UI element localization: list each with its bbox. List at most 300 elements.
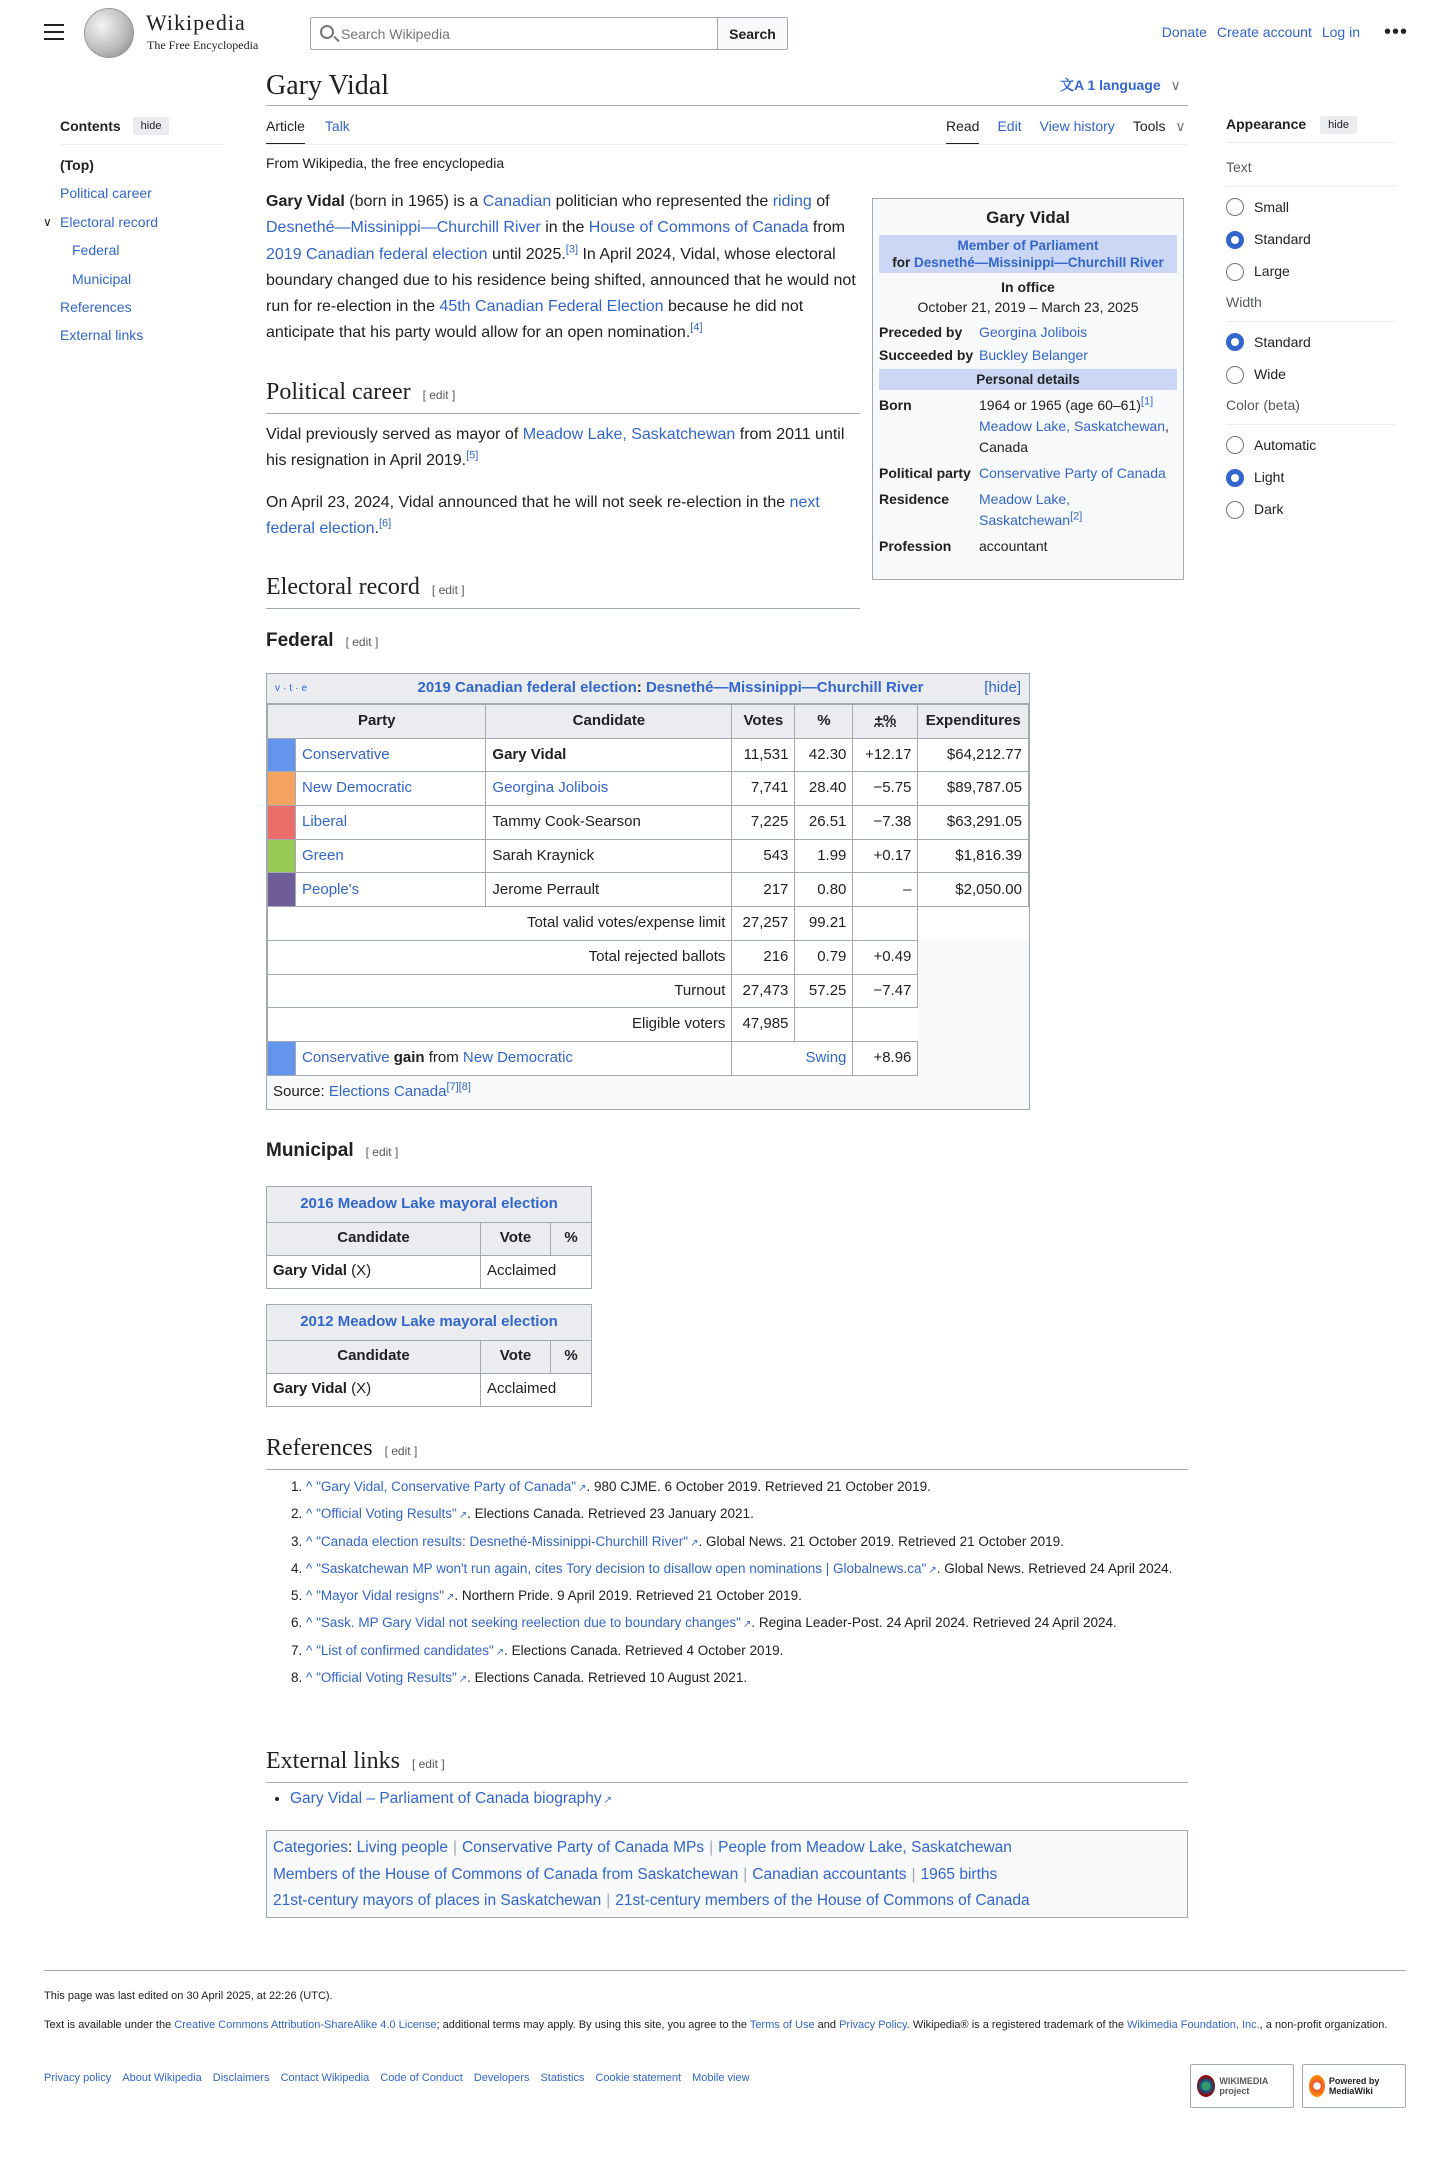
table-row: Gary Vidal (X) Acclaimed (267, 1373, 592, 1406)
radio-label: Standard (1254, 333, 1311, 350)
party-cell (296, 738, 486, 772)
votes-cell: 11,531 (732, 738, 795, 772)
category-separator: | (452, 1839, 457, 1856)
list-item (290, 1787, 612, 1810)
mediawiki-logo-icon (1309, 2075, 1325, 2097)
appearance-hide-button[interactable]: hide (1320, 116, 1357, 134)
backlink-caret[interactable]: ^ (306, 1533, 317, 1549)
link-canadian[interactable]: Canadian (482, 193, 552, 210)
reference-link[interactable]: "Sask. MP Gary Vidal not seeking reelection due to boundary changes" ↗ (316, 1615, 751, 1630)
radio-button[interactable] (1226, 198, 1244, 216)
table-row (268, 738, 1029, 772)
link-2019-election[interactable]: 2019 Canadian federal election (266, 245, 488, 263)
radio-button[interactable] (1226, 501, 1244, 519)
radio-label: Dark (1254, 501, 1284, 518)
radio-option-dark[interactable] (1226, 494, 1396, 526)
votes-cell: 27,473 (732, 974, 795, 1008)
radio-label: Large (1254, 263, 1290, 280)
create-account-link[interactable]: Create account (1216, 24, 1312, 40)
radio-button[interactable] (1226, 469, 1244, 487)
backlink-caret[interactable]: ^ (306, 1615, 317, 1631)
party-color-swatch (268, 806, 296, 840)
link-riding[interactable]: riding (772, 193, 812, 210)
license-text: Text is available under the Creative Commons Attribution-ShareAlike 4.0 License; additional terms may apply. By using this site, you agree to the Terms of Use and Privacy Policy. Wikipedia® is a registered trademark of the Wikimedia Foundation, Inc., a non-profit organization. (44, 2019, 1388, 2031)
party-color-swatch (268, 873, 296, 907)
edit-section-link[interactable]: [ edit ] (365, 1145, 399, 1159)
toc-header (60, 114, 228, 138)
reference-item (306, 1638, 1176, 1665)
main-menu-icon[interactable] (42, 20, 66, 44)
column-header: % (795, 705, 853, 739)
link-parliament-biography[interactable]: Gary Vidal – Parliament of Canada biography ↗ (290, 1790, 612, 1807)
candidate-name: Tammy Cook-Searson (492, 813, 641, 831)
search-button[interactable]: Search (717, 17, 788, 50)
link-meadow-lake[interactable]: Meadow Lake, Saskatchewan (522, 426, 736, 443)
table-header-row (268, 705, 1029, 739)
change-cell: – (853, 873, 918, 907)
radio-option-small[interactable] (1226, 191, 1396, 223)
more-options-icon[interactable]: ••• (1384, 21, 1409, 43)
reference-item (306, 1556, 1176, 1583)
pct-cell: 57.25 (795, 974, 853, 1008)
link-house-of-commons[interactable]: House of Commons of Canada (588, 219, 809, 237)
table-row: Gary Vidal (X) Acclaimed (267, 1255, 592, 1288)
totals-row (268, 940, 1029, 974)
federal-table-caption: v·t·e 2019 Canadian federal election: Desnethé—Missinippi—Churchill River [hide] (267, 674, 1029, 704)
category-link[interactable]: 21st-century mayors of places in Saskatchewan (273, 1892, 602, 1909)
category-link[interactable]: Living people (356, 1839, 448, 1856)
in-office-label: In office (1001, 278, 1055, 295)
totals-label: Eligible voters (268, 1008, 732, 1042)
page-title: Gary Vidal (266, 70, 389, 101)
federal-election-box (266, 673, 1030, 1110)
reference-item (306, 1529, 1176, 1556)
party-color-swatch (268, 772, 296, 806)
heading-references: References [ edit ] (266, 1432, 1188, 1470)
link-terms-of-use[interactable]: Terms of Use (749, 2019, 815, 2031)
column-header: Candidate (267, 1222, 481, 1255)
vte-links[interactable]: v·t·e (275, 683, 310, 694)
radio-option-standard[interactable] (1226, 326, 1396, 358)
radio-option-standard[interactable] (1226, 223, 1396, 255)
radio-option-automatic[interactable] (1226, 429, 1396, 461)
reference-details: . 980 CJME. 6 October 2019. Retrieved 21 October 2019. (586, 1479, 931, 1494)
radio-label: Automatic (1254, 436, 1317, 453)
exp-cell: $2,050.00 (918, 873, 1029, 907)
column-header: Expenditures (918, 705, 1029, 739)
change-cell: +0.17 (853, 839, 918, 873)
party-link[interactable]: Conservative (302, 745, 390, 763)
footer-link[interactable]: Mobile view (692, 2072, 750, 2084)
toc-title: Contents (60, 117, 121, 134)
user-links (1162, 22, 1360, 43)
reference-link[interactable]: "List of confirmed candidates" ↗ (316, 1643, 504, 1658)
edit-section-link[interactable]: [ edit ] (431, 583, 465, 597)
wikimedia-logo-icon (1197, 2075, 1215, 2097)
reference-details: . Regina Leader-Post. 24 April 2024. Retrieved 24 April 2024. (751, 1615, 1117, 1631)
color-label: Color (beta) (1226, 396, 1300, 413)
municipal-table-2016 (266, 1186, 592, 1289)
chevron-down-icon: ∨ (1170, 77, 1181, 93)
citation-6[interactable]: [6] (378, 517, 392, 530)
column-header: ±% (853, 705, 918, 739)
radio-label: Light (1254, 469, 1285, 486)
profession-row: Profession accountant (879, 537, 1048, 554)
references-list (296, 1474, 1176, 1692)
column-header: Candidate (486, 705, 732, 739)
candidate-cell (486, 772, 732, 806)
translate-icon: 文A (1060, 77, 1084, 93)
candidate-name: Gary Vidal (492, 745, 567, 763)
toc-divider (60, 144, 224, 145)
swing-cell (732, 1041, 853, 1075)
footer-link[interactable]: Privacy policy (44, 2072, 112, 2084)
categories-box: Categories: Living people | Conservative Party of Canada MPs | People from Meadow Lake, Saskatchewan Members of the House of Commons of Canada from Saskatchewan | Canadian accountants | 1965 births 21st-century mayors of places in Saskatchewan | 21st-century members of the House of Commons of Canada (266, 1830, 1188, 1918)
swing-link[interactable]: Swing (805, 1048, 847, 1066)
toc-item-top[interactable]: (Top) (60, 157, 94, 173)
title-divider (266, 105, 1188, 106)
footer-divider (44, 1970, 1406, 1971)
hide-table-button[interactable]: [hide] (984, 679, 1021, 697)
category-link[interactable]: 1965 births (920, 1865, 998, 1883)
wikipedia-tagline: The Free Encyclopedia (147, 38, 259, 52)
citation-2[interactable]: [2] (1070, 509, 1083, 522)
reference-details: . Elections Canada. Retrieved 23 January 2021. (467, 1506, 754, 1522)
pct-cell: 0.79 (795, 940, 853, 974)
search-input[interactable] (341, 22, 711, 46)
change-cell (853, 907, 918, 941)
toc-item-references[interactable]: References (60, 298, 132, 315)
gain-word: gain (389, 1048, 425, 1066)
party-link[interactable]: Liberal (302, 813, 348, 831)
toc-item-external-links[interactable]: External links (60, 327, 144, 344)
pct-cell: 26.51 (795, 806, 853, 840)
candidate-cell (486, 806, 732, 840)
exp-cell: $89,787.05 (918, 772, 1029, 806)
link-residence[interactable]: Meadow Lake, Saskatchewan (979, 490, 1071, 528)
gain-row (268, 1041, 1029, 1075)
candidate-cell (486, 873, 732, 907)
last-edited: This page was last edited on 30 April 2025, at 22:26 (UTC). (44, 1990, 333, 2002)
tab-edit[interactable]: Edit (997, 118, 1022, 134)
toc-item-municipal[interactable]: Municipal (72, 270, 132, 287)
radio-label: Wide (1254, 366, 1286, 383)
preceded-by-row: Preceded by Georgina Jolibois (879, 322, 1177, 343)
radio-option-light[interactable] (1226, 461, 1396, 493)
radio-option-wide[interactable] (1226, 359, 1396, 391)
exp-cell: $1,816.39 (918, 839, 1029, 873)
table-of-contents (43, 114, 228, 350)
link-next-federal-election[interactable]: next federal election (266, 494, 820, 538)
born-row: Born 1964 or 1965 (age 60–61)[1] Meadow Lake, Saskatchewan, Canada (879, 394, 1169, 455)
gain-from: from (424, 1048, 463, 1066)
category-link[interactable]: People from Meadow Lake, Saskatchewan (718, 1839, 1012, 1856)
party-link[interactable]: New Democratic (302, 779, 413, 797)
heading-electoral-record: Electoral record [ edit ] (266, 571, 860, 609)
party-link[interactable]: Conservative (302, 1048, 390, 1066)
radio-button[interactable] (1226, 333, 1244, 351)
party-row: Political party Conservative Party of Canada (879, 463, 1177, 484)
votes-cell: 7,225 (732, 806, 795, 840)
citation-3[interactable]: [3] (565, 243, 579, 256)
donate-link[interactable]: Donate (1161, 24, 1207, 40)
reference-link[interactable]: "Saskatchewan MP won't run again, cites Tory decision to disallow open nominations | Globalnews.ca" ↗ (316, 1561, 937, 1576)
footer-link[interactable]: Contact Wikipedia (280, 2072, 370, 2084)
lead-paragraph: Gary Vidal (born in 1965) is a Canadian politician who represented the riding of Desnethé—Missinippi—Churchill River in the House of Commons of Canada from 2019 Canadian federal election until 2025.[3] In April 2024, Vidal, whose electoral boundary changed due to his residence being shifted, announced that he would not run for re-election in the 45th Canadian Federal Election because he did not anticipate that his party would allow for an open nomination.[4] (266, 193, 856, 342)
heading-municipal: Municipal [ edit ] (266, 1140, 399, 1161)
votes-cell: 47,985 (732, 1008, 795, 1042)
infobox-office: Member of Parliament for Desnethé—Missinippi—Churchill River (879, 235, 1177, 273)
column-header: Party (268, 705, 486, 739)
appearance-header (1226, 114, 1396, 143)
table-row (268, 806, 1029, 840)
totals-label: Total valid votes/expense limit (268, 907, 732, 941)
pct-cell: 1.99 (795, 839, 853, 873)
pct-cell: 42.30 (795, 738, 853, 772)
link-2019-election-caption[interactable]: 2019 Canadian federal election (417, 679, 637, 697)
toc-hide-button[interactable]: hide (133, 117, 170, 135)
footer-link[interactable]: Cookie statement (595, 2072, 682, 2084)
column-header: Candidate (267, 1340, 481, 1373)
gain-cell (296, 1041, 732, 1075)
reference-item (306, 1610, 1176, 1637)
change-cell: +0.49 (853, 940, 918, 974)
change-cell: +12.17 (853, 738, 918, 772)
party-cell (296, 839, 486, 873)
search-box[interactable] (310, 17, 718, 50)
exp-cell: $63,291.05 (918, 806, 1029, 840)
backlink-caret[interactable]: ^ (306, 1642, 317, 1658)
appearance-panel (1226, 114, 1396, 526)
tab-talk[interactable]: Talk (324, 118, 350, 134)
backlink-caret[interactable]: ^ (306, 1560, 317, 1576)
table-row (268, 772, 1029, 806)
municipal-table-2012 (266, 1304, 592, 1407)
candidate-name[interactable]: Georgina Jolibois (492, 779, 609, 797)
reference-link[interactable]: "Official Voting Results" ↗ (316, 1506, 467, 1521)
color-section (1226, 395, 1396, 425)
municipal-caption[interactable]: 2016 Meadow Lake mayoral election (266, 1186, 592, 1222)
wikipedia-wordmark[interactable]: Wikipedia (146, 10, 246, 35)
party-cell (296, 806, 486, 840)
reference-details: . Elections Canada. Retrieved 4 October 2019. (504, 1642, 784, 1658)
column-header: Vote (481, 1340, 551, 1373)
votes-cell: 216 (732, 940, 795, 974)
radio-label: Standard (1254, 231, 1311, 248)
site-sub: From Wikipedia, the free encyclopedia (266, 155, 505, 171)
blank-cell (918, 940, 1029, 974)
totals-row (268, 1008, 1029, 1042)
width-section (1226, 292, 1396, 322)
search-icon (320, 25, 334, 39)
citation-5[interactable]: [5] (466, 449, 479, 462)
party-link[interactable]: New Democratic (462, 1048, 573, 1066)
tab-article[interactable]: Article (266, 116, 305, 145)
category-link[interactable]: Canadian accountants (752, 1865, 907, 1883)
text-size-label: Text (1226, 159, 1252, 175)
column-header: % (551, 1222, 592, 1255)
pct-cell: 99.21 (795, 907, 853, 941)
link-45th-election[interactable]: 45th Canadian Federal Election (439, 298, 664, 316)
radio-label: Small (1254, 198, 1290, 215)
toc-item-electoral-record[interactable]: ∨ Electoral record (60, 208, 228, 236)
reference-details: . Elections Canada. Retrieved 10 August 2021. (467, 1670, 748, 1686)
footer-link[interactable]: Disclaimers (212, 2072, 270, 2084)
change-cell: −7.47 (853, 974, 918, 1008)
party-cell (296, 772, 486, 806)
link-born-place[interactable]: Meadow Lake, Saskatchewan (979, 417, 1165, 434)
radio-button[interactable] (1226, 231, 1244, 249)
blank-cell (918, 1008, 1029, 1042)
tab-view-history[interactable]: View history (1039, 118, 1115, 134)
appearance-title: Appearance (1226, 116, 1307, 132)
link-elections-canada[interactable]: Elections Canada (328, 1082, 447, 1100)
totals-label: Total rejected ballots (268, 940, 732, 974)
link-party[interactable]: Conservative Party of Canada (979, 464, 1166, 481)
career-paragraph-2: On April 23, 2024, Vidal announced that he will not seek re-election in the next federal election.[6] (266, 494, 820, 538)
width-label: Width (1226, 294, 1262, 311)
pct-cell: 0.80 (795, 873, 853, 907)
radio-button[interactable] (1226, 366, 1244, 384)
footer-link[interactable]: Statistics (540, 2072, 585, 2084)
party-link[interactable]: Green (302, 846, 344, 864)
succeeded-by-row: Succeeded by Buckley Belanger (879, 345, 1177, 366)
citation-7-8[interactable]: [7][8] (446, 1080, 471, 1093)
wikipedia-globe-logo[interactable] (84, 8, 134, 58)
table-row (268, 839, 1029, 873)
categories-label[interactable]: Categories (273, 1839, 348, 1856)
heading-external-links: External links [ edit ] (266, 1745, 1188, 1783)
footer-links (44, 2070, 750, 2087)
residence-row: Residence Meadow Lake, Saskatchewan[2] (879, 490, 1083, 528)
table-row (268, 873, 1029, 907)
footer-link[interactable]: Developers (473, 2072, 530, 2084)
footer-link[interactable]: Code of Conduct (380, 2072, 463, 2084)
namespace-tabs (266, 116, 350, 145)
link-preceded-by[interactable]: Georgina Jolibois (979, 323, 1088, 340)
link-riding-name[interactable]: Desnethé—Missinippi—Churchill River (266, 219, 541, 237)
candidate-name: Sarah Kraynick (492, 846, 595, 864)
candidate-cell (486, 738, 732, 772)
category-separator: | (606, 1892, 611, 1909)
blank-cell (918, 1041, 1029, 1075)
candidate-name: Jerome Perrault (492, 880, 600, 898)
view-tabs (946, 116, 1186, 145)
citation-1[interactable]: [1] (1140, 394, 1154, 407)
edit-section-link[interactable]: [ edit ] (384, 1444, 418, 1458)
party-color-swatch (268, 738, 296, 772)
reference-details: . Global News. Retrieved 24 April 2024. (936, 1560, 1173, 1576)
office-dates: October 21, 2019 – March 23, 2025 (917, 298, 1139, 315)
reference-item (306, 1665, 1176, 1692)
edit-section-link[interactable]: [ edit ] (422, 388, 456, 402)
link-infobox-riding[interactable]: Desnethé—Missinippi—Churchill River (913, 254, 1164, 270)
chevron-down-icon: ∨ (1175, 118, 1186, 134)
party-cell (296, 873, 486, 907)
toc-item-federal[interactable]: Federal (72, 242, 120, 259)
link-cc-license[interactable]: Creative Commons Attribution-ShareAlike 4.0 License (174, 2019, 437, 2031)
link-privacy-policy-inline[interactable]: Privacy Policy (839, 2019, 907, 2031)
reference-item (306, 1583, 1176, 1610)
category-separator: | (709, 1839, 714, 1856)
language-button[interactable]: 文A 1 language ∨ (1060, 77, 1181, 93)
backlink-caret[interactable]: ^ (306, 1670, 317, 1686)
link-riding-caption[interactable]: Desnethé—Missinippi—Churchill River (645, 679, 924, 697)
mediawiki-badge[interactable]: Powered by MediaWiki (1302, 2064, 1406, 2108)
column-header: % (551, 1340, 592, 1373)
toc-item-political-career[interactable]: Political career (60, 185, 152, 202)
federal-results-table (267, 704, 1029, 1076)
wikimedia-badge[interactable]: WIKIMEDIA project (1190, 2064, 1294, 2108)
totals-row (268, 907, 1029, 941)
footer-link[interactable]: About Wikipedia (122, 2072, 202, 2084)
change-cell (853, 1008, 918, 1042)
pct-cell: 28.40 (795, 772, 853, 806)
link-succeeded-by[interactable]: Buckley Belanger (979, 346, 1088, 363)
text-size-section (1226, 157, 1396, 187)
change-cell: −5.75 (853, 772, 918, 806)
totals-label: Turnout (268, 974, 732, 1008)
votes-cell: 217 (732, 873, 795, 907)
reference-item (306, 1501, 1176, 1528)
category-link[interactable]: 21st-century members of the House of Commons of Canada (615, 1892, 1030, 1909)
radio-button[interactable] (1226, 436, 1244, 454)
reference-details: . Global News. 21 October 2019. Retrieved 21 October 2019. (698, 1533, 1064, 1549)
backlink-caret[interactable]: ^ (306, 1506, 317, 1522)
infobox-title: Gary Vidal (986, 208, 1070, 227)
votes-cell: 7,741 (732, 772, 795, 806)
chevron-down-icon[interactable]: ∨ (43, 214, 52, 229)
reference-link[interactable]: "Canada election results: Desnethé-Missinippi-Churchill River" ↗ (316, 1534, 698, 1549)
blank-cell (918, 974, 1029, 1008)
career-paragraph-1: Vidal previously served as mayor of Meadow Lake, Saskatchewan from 2011 until his resignation in April 2019.[5] (266, 426, 845, 470)
category-separator: | (743, 1865, 748, 1883)
link-member-of-parliament[interactable]: Member of Parliament (957, 237, 1099, 253)
category-link[interactable]: Conservative Party of Canada MPs (461, 1839, 705, 1856)
citation-4[interactable]: [4] (690, 322, 703, 335)
change-cell: −7.38 (853, 806, 918, 840)
votes-cell: 27,257 (732, 907, 795, 941)
subject-name: Gary Vidal (266, 193, 345, 210)
radio-button[interactable] (1226, 263, 1244, 281)
candidate-cell (486, 839, 732, 873)
votes-cell: 543 (732, 839, 795, 873)
edit-section-link[interactable]: [ edit ] (411, 1757, 445, 1771)
external-links-list (272, 1787, 612, 1810)
column-header: Votes (732, 705, 795, 739)
heading-federal: Federal [ edit ] (266, 630, 379, 651)
radio-option-large[interactable] (1226, 256, 1396, 288)
blank-cell (918, 907, 1029, 941)
tabs-divider (266, 144, 1188, 145)
edit-section-link[interactable]: [ edit ] (345, 635, 379, 649)
backlink-caret[interactable]: ^ (306, 1588, 317, 1604)
reference-link[interactable]: "Gary Vidal, Conservative Party of Canada" ↗ (316, 1479, 586, 1494)
reference-link[interactable]: "Mayor Vidal resigns" ↗ (316, 1588, 454, 1603)
tools-menu[interactable]: Tools ∨ (1132, 118, 1186, 134)
party-link[interactable]: People's (302, 880, 360, 898)
login-link[interactable]: Log in (1321, 24, 1360, 40)
infobox (872, 198, 1184, 580)
party-color-swatch (268, 1041, 296, 1075)
reference-link[interactable]: "Official Voting Results" ↗ (316, 1670, 467, 1685)
municipal-caption[interactable]: 2012 Meadow Lake mayoral election (266, 1304, 592, 1340)
category-link[interactable]: Members of the House of Commons of Canada from Saskatchewan (273, 1865, 739, 1883)
link-wikimedia-foundation[interactable]: Wikimedia Foundation, Inc. (1127, 2019, 1260, 2031)
tab-read[interactable]: Read (946, 116, 979, 145)
party-color-swatch (268, 839, 296, 873)
backlink-caret[interactable]: ^ (306, 1479, 317, 1494)
